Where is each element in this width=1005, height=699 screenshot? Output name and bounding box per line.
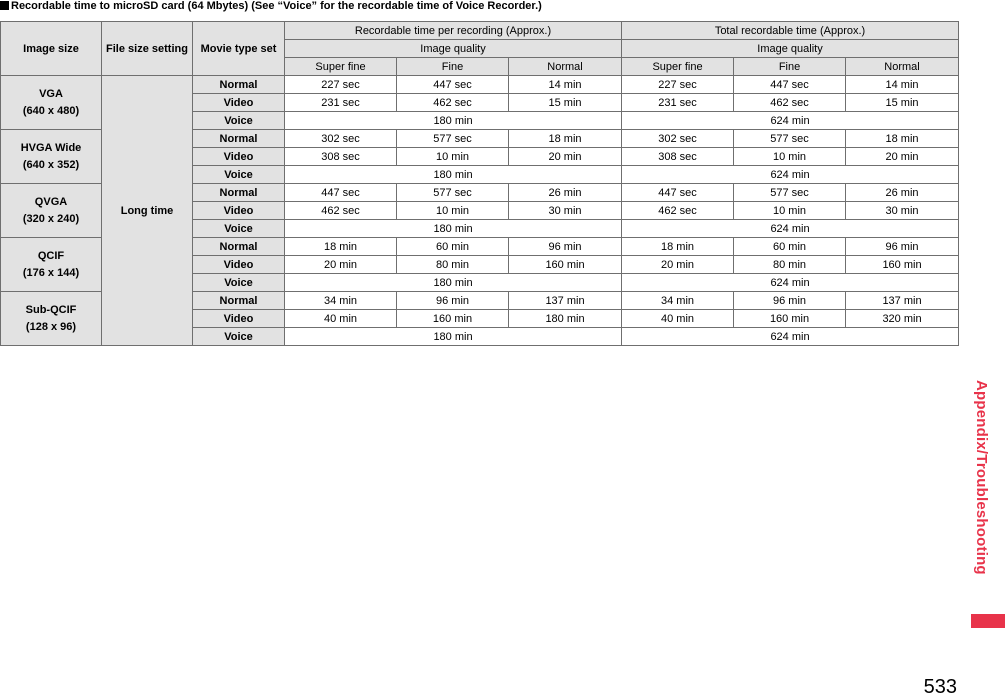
table-cell: 227 sec <box>622 76 734 94</box>
table-cell: 624 min <box>622 274 959 292</box>
header-quality-fine: Fine <box>734 58 846 76</box>
table-cell: 80 min <box>397 256 509 274</box>
table-row <box>1 76 959 94</box>
section-heading-text: Recordable time to microSD card (64 Mbytes) (See “Voice” for the recordable time of Voice Recorder.) <box>11 0 542 12</box>
table-cell: 80 min <box>734 256 846 274</box>
image-size-dims: (320 x 240) <box>22 212 80 225</box>
table-cell: 137 min <box>846 292 959 310</box>
table-cell: 227 sec <box>285 76 397 94</box>
table-cell: 180 min <box>285 328 622 346</box>
movie-type-normal: Normal <box>193 238 285 256</box>
table-cell: 18 min <box>285 238 397 256</box>
image-size-name: Sub-QCIF <box>25 303 77 316</box>
table-cell: 577 sec <box>734 130 846 148</box>
table-cell: 180 min <box>285 220 622 238</box>
table-cell: 577 sec <box>397 184 509 202</box>
image-size-dims: (640 x 480) <box>22 104 80 117</box>
movie-type-voice: Voice <box>193 328 285 346</box>
table-cell: 137 min <box>509 292 622 310</box>
image-size-name: QCIF <box>37 249 65 262</box>
table-cell: 18 min <box>622 238 734 256</box>
table-cell: 231 sec <box>285 94 397 112</box>
table-cell: 447 sec <box>285 184 397 202</box>
table-cell: 231 sec <box>622 94 734 112</box>
movie-type-video: Video <box>193 310 285 328</box>
movie-type-normal: Normal <box>193 130 285 148</box>
section-heading <box>0 0 990 13</box>
table-cell: 462 sec <box>397 94 509 112</box>
table-cell: 308 sec <box>622 148 734 166</box>
table-cell: 160 min <box>846 256 959 274</box>
header-quality-normal: Normal <box>846 58 959 76</box>
header-movie-type-set: Movie type set <box>193 22 285 76</box>
table-cell: 26 min <box>509 184 622 202</box>
image-size-name: HVGA Wide <box>20 141 82 154</box>
header-per-recording: Recordable time per recording (Approx.) <box>285 22 622 40</box>
movie-type-normal: Normal <box>193 292 285 310</box>
table-cell: 160 min <box>397 310 509 328</box>
table-cell: 10 min <box>734 148 846 166</box>
header-quality-normal: Normal <box>509 58 622 76</box>
table-cell: 30 min <box>846 202 959 220</box>
table-cell: 160 min <box>734 310 846 328</box>
table-cell: 320 min <box>846 310 959 328</box>
table-cell: 96 min <box>509 238 622 256</box>
table-cell: 20 min <box>622 256 734 274</box>
table-cell: 302 sec <box>622 130 734 148</box>
image-size-dims: (640 x 352) <box>22 158 80 171</box>
page-number: 533 <box>923 676 957 698</box>
file-size-setting-cell: Long time <box>102 76 193 346</box>
table-cell: 96 min <box>846 238 959 256</box>
table-cell: 160 min <box>509 256 622 274</box>
image-size-name: VGA <box>39 87 63 100</box>
header-image-size: Image size <box>1 22 102 76</box>
table-cell: 462 sec <box>622 202 734 220</box>
movie-type-voice: Voice <box>193 220 285 238</box>
recordable-time-table <box>0 21 959 346</box>
table-cell: 20 min <box>509 148 622 166</box>
table-cell: 18 min <box>509 130 622 148</box>
movie-type-video: Video <box>193 256 285 274</box>
side-tab-marker <box>971 614 1005 628</box>
image-size-cell <box>1 292 102 346</box>
header-file-size-setting: File size setting <box>102 22 193 76</box>
table-cell: 34 min <box>285 292 397 310</box>
image-size-dims: (128 x 96) <box>25 320 77 333</box>
table-cell: 624 min <box>622 166 959 184</box>
table-cell: 180 min <box>509 310 622 328</box>
header-quality-super-fine: Super fine <box>285 58 397 76</box>
image-size-cell <box>1 184 102 238</box>
table-cell: 40 min <box>622 310 734 328</box>
side-section-title: Appendix/Troubleshooting <box>973 380 990 575</box>
table-cell: 308 sec <box>285 148 397 166</box>
table-cell: 180 min <box>285 166 622 184</box>
table-cell: 577 sec <box>397 130 509 148</box>
table-cell: 624 min <box>622 112 959 130</box>
table-cell: 10 min <box>734 202 846 220</box>
table-cell: 447 sec <box>622 184 734 202</box>
table-cell: 40 min <box>285 310 397 328</box>
movie-type-normal: Normal <box>193 184 285 202</box>
image-size-cell <box>1 130 102 184</box>
square-bullet-icon <box>0 1 9 10</box>
image-size-cell <box>1 76 102 130</box>
table-cell: 180 min <box>285 112 622 130</box>
table-cell: 96 min <box>734 292 846 310</box>
table-cell: 96 min <box>397 292 509 310</box>
table-cell: 180 min <box>285 274 622 292</box>
table-cell: 20 min <box>846 148 959 166</box>
table-cell: 577 sec <box>734 184 846 202</box>
movie-type-normal: Normal <box>193 76 285 94</box>
table-cell: 60 min <box>397 238 509 256</box>
table-cell: 14 min <box>509 76 622 94</box>
table-cell: 302 sec <box>285 130 397 148</box>
table-cell: 462 sec <box>285 202 397 220</box>
table-cell: 624 min <box>622 220 959 238</box>
image-size-dims: (176 x 144) <box>22 266 80 279</box>
table-cell: 34 min <box>622 292 734 310</box>
movie-type-video: Video <box>193 148 285 166</box>
movie-type-video: Video <box>193 94 285 112</box>
movie-type-video: Video <box>193 202 285 220</box>
header-quality-super-fine: Super fine <box>622 58 734 76</box>
table-cell: 20 min <box>285 256 397 274</box>
header-image-quality: Image quality <box>622 40 959 58</box>
table-cell: 15 min <box>509 94 622 112</box>
image-size-cell <box>1 238 102 292</box>
header-image-quality: Image quality <box>285 40 622 58</box>
table-cell: 30 min <box>509 202 622 220</box>
table-cell: 26 min <box>846 184 959 202</box>
table-cell: 447 sec <box>734 76 846 94</box>
movie-type-voice: Voice <box>193 112 285 130</box>
header-quality-fine: Fine <box>397 58 509 76</box>
table-cell: 60 min <box>734 238 846 256</box>
table-cell: 462 sec <box>734 94 846 112</box>
table-cell: 447 sec <box>397 76 509 94</box>
table-cell: 10 min <box>397 202 509 220</box>
table-cell: 624 min <box>622 328 959 346</box>
movie-type-voice: Voice <box>193 274 285 292</box>
movie-type-voice: Voice <box>193 166 285 184</box>
table-cell: 10 min <box>397 148 509 166</box>
image-size-name: QVGA <box>34 195 68 208</box>
table-cell: 14 min <box>846 76 959 94</box>
table-cell: 18 min <box>846 130 959 148</box>
table-cell: 15 min <box>846 94 959 112</box>
header-total-recordable: Total recordable time (Approx.) <box>622 22 959 40</box>
